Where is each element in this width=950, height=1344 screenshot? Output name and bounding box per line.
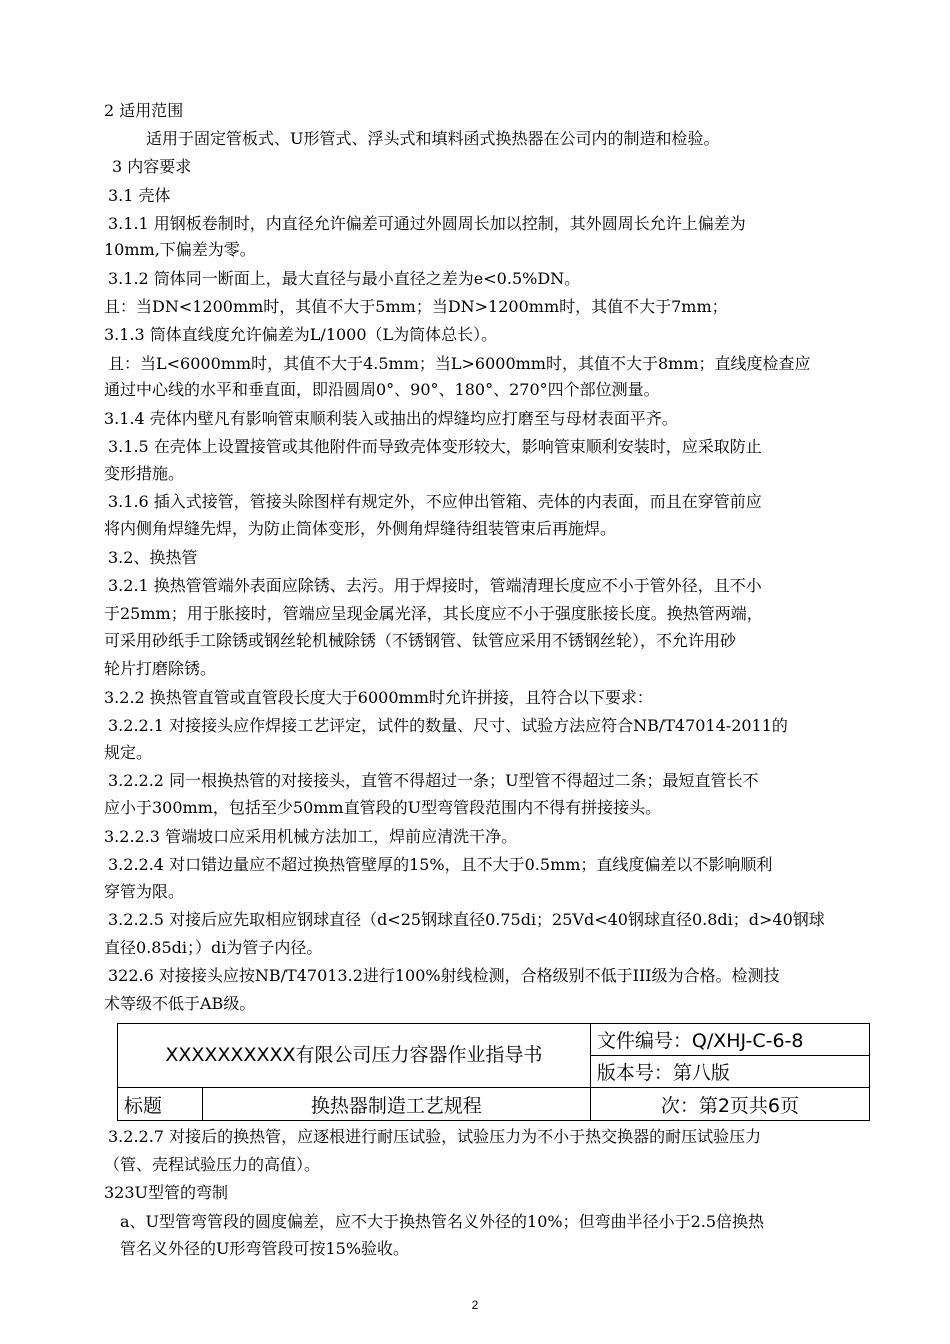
paragraph-line: 将内侧角焊缝先焊，为防止筒体变形，外侧角焊缝待组装管束后再施焊。 xyxy=(104,519,617,538)
paragraph-line: 且：当DN<1200mm时，其值不大于5mm；当DN>1200mm时，其值不大于7mm； xyxy=(104,297,728,316)
paragraph-line: 3.1.2 筒体同一断面上，最大直径与最小直径之差为e<0.5%DN。 xyxy=(108,269,581,288)
paragraph-line: 3.1.3 筒体直线度允许偏差为L/1000（L为筒体总长）。 xyxy=(104,325,498,344)
version-number: 版本号：第八版 xyxy=(590,1056,869,1088)
paragraph-line: 且：当L<6000mm时，其值不大于4.5mm；当L>6000mm时，其值不大于8mm；直线度检查应 xyxy=(108,354,811,373)
company-title: XXXXXXXXXX有限公司压力容器作业指导书 xyxy=(118,1024,591,1088)
paragraph-line: 10mm,下偏差为零。 xyxy=(104,240,256,259)
paragraph-line: 变形措施。 xyxy=(104,464,185,483)
title-value: 换热器制造工艺规程 xyxy=(203,1088,591,1121)
section-heading: 2 适用范围 xyxy=(104,101,184,120)
paragraph-line: 直径0.85di；）di为管子内径。 xyxy=(104,938,323,957)
paragraph-line: 穿管为限。 xyxy=(104,882,185,901)
subsection-heading: 3.2、换热管 xyxy=(108,548,198,567)
paragraph-line: 于25mm；用于胀接时，管端应呈现金属光泽，其长度应不小于强度胀接长度。换热管两端， xyxy=(104,604,763,623)
paragraph-line: 3.1.1 用钢板卷制时，内直径允许偏差可通过外圆周长加以控制，其外圆周长允许上偏差为 xyxy=(108,214,746,233)
section-heading: 3 内容要求 xyxy=(112,157,192,176)
paragraph-line: 术等级不低于AB级。 xyxy=(104,994,256,1013)
paragraph-line: 可采用砂纸手工除锈或钢丝轮机械除锈（不锈钢管、钛管应采用不锈钢丝轮），不允许用砂 xyxy=(104,631,737,650)
paragraph-line: 3.2.1 换热管管端外表面应除锈、去污。用于焊接时，管端清理长度应不小于管外径，且不小 xyxy=(108,576,762,595)
paragraph-line: 应小于300mm，包括至少50mm直管段的U型弯管段范围内不得有拼接接头。 xyxy=(104,798,662,817)
paragraph-line: （管、壳程试验压力的高值）。 xyxy=(104,1155,321,1174)
paragraph-line: 轮片打磨除锈。 xyxy=(104,659,217,678)
paragraph-line: 322.6 对接接头应按NB/T47013.2进行100%射线检测，合格级别不低于III级为合格。检测技 xyxy=(108,966,780,985)
paragraph-line: 3.2.2.5 对接后应先取相应钢球直径（d<25钢球直径0.75di；25Vd<40钢球直径0.8di；d>40钢球 xyxy=(108,910,825,929)
page-info: 次：第2页共6页 xyxy=(590,1088,869,1121)
paragraph-line: 管名义外径的U形弯管段可按15%验收。 xyxy=(120,1239,410,1258)
document-header-table xyxy=(117,1023,870,1121)
paragraph-line: 3.1.4 壳体内壁凡有影响管束顺利装入或抽出的焊缝均应打磨至与母材表面平齐。 xyxy=(104,409,678,428)
page-number: 2 xyxy=(471,1298,479,1312)
paragraph-line: 3.2.2.1 对接接头应作焊接工艺评定，试件的数量、尺寸、试验方法应符合NB/T47014-2011的 xyxy=(108,716,788,735)
paragraph-line: 通过中心线的水平和垂直面，即沿圆周0°、90°、180°、270°四个部位测量。 xyxy=(104,380,660,399)
paragraph-line: 3.2.2.4 对口错边量应不超过换热管壁厚的15%，且不大于0.5mm；直线度偏差以不影响顺利 xyxy=(108,855,773,874)
paragraph-line: 3.1.5 在壳体上设置接管或其他附件而导致壳体变形较大，影响管束顺利安装时，应采取防止 xyxy=(108,437,762,456)
paragraph-line: 适用于固定管板式、U形管式、浮头式和填料函式换热器在公司内的制造和检验。 xyxy=(146,129,720,148)
paragraph-line: 3.2.2.2 同一根换热管的对接接头，直管不得超过一条；U型管不得超过二条；最短直管长不 xyxy=(108,771,759,790)
title-label: 标题 xyxy=(118,1088,203,1121)
subsection-heading: 323U型管的弯制 xyxy=(104,1183,229,1202)
doc-number: 文件编号：Q/XHJ-C-6-8 xyxy=(590,1024,869,1056)
paragraph-line: 3.2.2 换热管直管或直管段长度大于6000mm时允许拼接，且符合以下要求： xyxy=(104,688,653,707)
paragraph-line: 3.2.2.3 管端坡口应采用机械方法加工，焊前应清洗干净。 xyxy=(104,827,518,846)
paragraph-line: 3.2.2.7 对接后的换热管，应逐根进行耐压试验，试验压力为不小于热交换器的耐压试验压力 xyxy=(108,1127,762,1146)
paragraph-line: a、U型管弯管段的圆度偏差，应不大于换热管名义外径的10%；但弯曲半径小于2.5倍换热 xyxy=(120,1212,765,1231)
paragraph-line: 3.1.6 插入式接管，管接头除图样有规定外，不应伸出管箱、壳体的内表面，而且在穿管前应 xyxy=(108,492,762,511)
subsection-heading: 3.1 壳体 xyxy=(108,186,171,205)
paragraph-line: 规定。 xyxy=(104,743,153,762)
